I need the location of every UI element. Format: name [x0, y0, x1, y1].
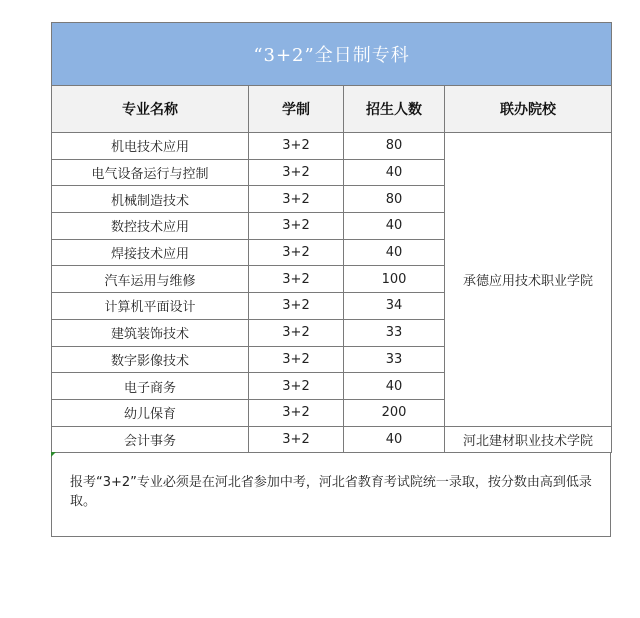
years-cell: 3+2 — [249, 159, 344, 186]
count-cell: 34 — [344, 293, 445, 320]
count-cell: 40 — [344, 239, 445, 266]
enrollment-table — [51, 22, 612, 453]
enrollment-table-container — [51, 22, 611, 537]
years-cell: 3+2 — [249, 293, 344, 320]
count-cell: 80 — [344, 133, 445, 160]
major-cell: 数字影像技术 — [52, 346, 249, 373]
count-cell: 33 — [344, 346, 445, 373]
count-cell: 40 — [344, 213, 445, 240]
admission-note-text: 报考“3+2”专业必须是在河北省参加中考，河北省教育考试院统一录取，按分数由高到低录取。 — [70, 475, 592, 510]
years-cell: 3+2 — [249, 319, 344, 346]
years-cell: 3+2 — [249, 266, 344, 293]
years-cell: 3+2 — [249, 239, 344, 266]
major-cell: 电气设备运行与控制 — [52, 159, 249, 186]
table-row — [52, 133, 612, 160]
years-cell: 3+2 — [249, 133, 344, 160]
years-cell: 3+2 — [249, 426, 344, 453]
count-cell: 200 — [344, 399, 445, 426]
header-major: 专业名称 — [52, 86, 249, 133]
header-count: 招生人数 — [344, 86, 445, 133]
major-cell: 机电技术应用 — [52, 133, 249, 160]
count-cell: 80 — [344, 186, 445, 213]
admission-note — [51, 453, 611, 537]
years-cell: 3+2 — [249, 213, 344, 240]
major-cell: 机械制造技术 — [52, 186, 249, 213]
partner-cell: 河北建材职业技术学院 — [445, 426, 612, 453]
count-cell: 40 — [344, 373, 445, 400]
major-cell: 建筑装饰技术 — [52, 319, 249, 346]
cell-corner-marker — [51, 452, 56, 457]
major-cell: 电子商务 — [52, 373, 249, 400]
years-cell: 3+2 — [249, 186, 344, 213]
table-title: “3+2”全日制专科 — [52, 23, 612, 86]
header-partner: 联办院校 — [445, 86, 612, 133]
major-cell: 计算机平面设计 — [52, 293, 249, 320]
header-row — [52, 86, 612, 133]
major-cell: 数控技术应用 — [52, 213, 249, 240]
years-cell: 3+2 — [249, 399, 344, 426]
major-cell: 幼儿保育 — [52, 399, 249, 426]
count-cell: 100 — [344, 266, 445, 293]
years-cell: 3+2 — [249, 346, 344, 373]
count-cell: 40 — [344, 426, 445, 453]
major-cell: 会计事务 — [52, 426, 249, 453]
count-cell: 33 — [344, 319, 445, 346]
count-cell: 40 — [344, 159, 445, 186]
table-row — [52, 426, 612, 453]
major-cell: 焊接技术应用 — [52, 239, 249, 266]
years-cell: 3+2 — [249, 373, 344, 400]
major-cell: 汽车运用与维修 — [52, 266, 249, 293]
partner-cell: 承德应用技术职业学院 — [445, 133, 612, 427]
header-years: 学制 — [249, 86, 344, 133]
